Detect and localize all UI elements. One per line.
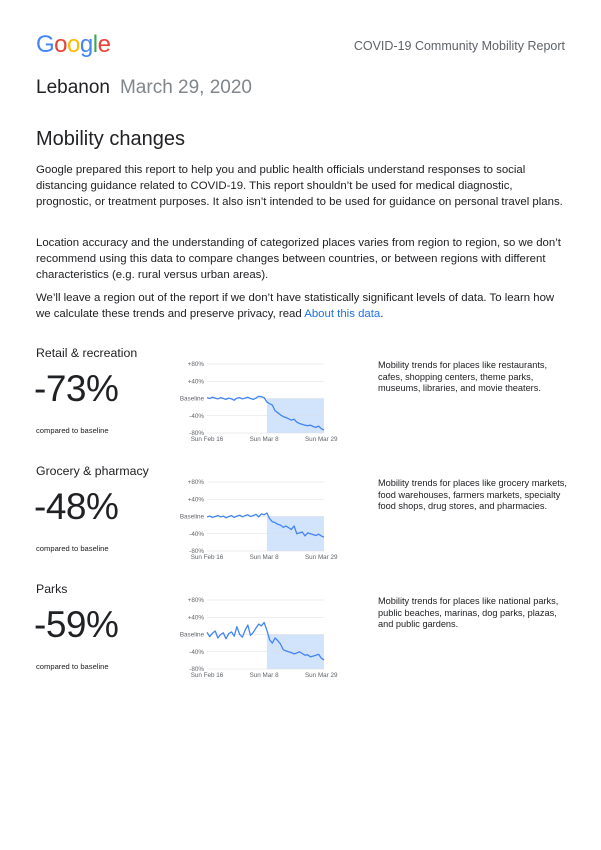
y-tick-label: -80% bbox=[189, 548, 204, 555]
logo-letter: e bbox=[97, 31, 111, 58]
y-tick-label: -80% bbox=[189, 666, 204, 673]
category-grocery bbox=[0, 464, 601, 582]
accuracy-paragraph: Location accuracy and the understanding of categorized places varies from region to region, so we don’t recommend using this data to compare changes between countries, or between regions with different characteristics (e.g. rural versus urban areas). bbox=[36, 237, 561, 281]
y-tick-label: -80% bbox=[189, 430, 204, 437]
section-title: Mobility changes bbox=[36, 128, 185, 150]
country-name: Lebanon bbox=[36, 77, 110, 98]
google-logo bbox=[36, 31, 110, 59]
y-tick-label: -40% bbox=[189, 412, 204, 420]
x-tick-label: Sun Mar 8 bbox=[249, 554, 279, 561]
x-tick-label: Sun Mar 29 bbox=[304, 554, 338, 561]
report-title: COVID-19 Community Mobility Report bbox=[353, 39, 565, 53]
y-tick-label: Baseline bbox=[179, 395, 204, 403]
compared-label: compared to baseline bbox=[36, 544, 109, 553]
logo-letter: o bbox=[67, 31, 80, 58]
compared-label: compared to baseline bbox=[36, 662, 109, 671]
percent-change: -73% bbox=[34, 368, 119, 409]
y-tick-label: +80% bbox=[187, 479, 204, 486]
category-title: Parks bbox=[36, 582, 68, 596]
about-this-data-link[interactable]: About this data bbox=[304, 308, 381, 320]
percent-change: -48% bbox=[34, 486, 119, 527]
category-description: Mobility trends for places like grocery markets, food warehouses, farmers markets, specialty food shops, drug stores, and pharmacies. bbox=[378, 478, 567, 511]
report-date: March 29, 2020 bbox=[119, 77, 252, 98]
x-tick-label: Sun Feb 16 bbox=[190, 554, 224, 561]
x-tick-label: Sun Mar 8 bbox=[249, 436, 279, 443]
mobility-chart bbox=[165, 472, 350, 572]
category-description: Mobility trends for places like national parks, public beaches, marinas, dog parks, plazas, and public gardens. bbox=[378, 596, 559, 629]
y-tick-label: +40% bbox=[187, 614, 204, 622]
place-heading bbox=[36, 77, 252, 99]
y-tick-label: +40% bbox=[187, 496, 204, 504]
x-tick-label: Sun Mar 29 bbox=[304, 672, 338, 679]
logo-letter: l bbox=[92, 31, 98, 58]
y-tick-label: -40% bbox=[189, 530, 204, 538]
category-title: Grocery & pharmacy bbox=[36, 464, 149, 478]
privacy-text: We’ll leave a region out of the report if we don’t have statistically significant levels of data. To learn how we calculate these trends and preserve privacy, read bbox=[36, 292, 555, 320]
mobility-chart bbox=[165, 354, 350, 454]
y-tick-label: +40% bbox=[187, 378, 204, 386]
mobility-chart bbox=[165, 590, 350, 690]
y-tick-label: Baseline bbox=[179, 513, 204, 521]
category-retail bbox=[0, 346, 601, 464]
privacy-text-end: . bbox=[380, 308, 384, 320]
logo-letter: o bbox=[54, 31, 68, 58]
y-tick-label: +80% bbox=[187, 361, 204, 368]
privacy-paragraph bbox=[36, 290, 566, 322]
x-tick-label: Sun Mar 29 bbox=[304, 436, 338, 443]
y-tick-label: +80% bbox=[187, 597, 204, 604]
category-parks bbox=[0, 582, 601, 700]
x-tick-label: Sun Feb 16 bbox=[190, 672, 224, 679]
intro-paragraph: Google prepared this report to help you and public health officials understand responses to social distancing guidance related to COVID-19. This report shouldn’t be used for medical diagnostic, prognostic, or treatment purposes. It also isn’t intended to be used for guidance on personal travel plans. bbox=[36, 164, 563, 208]
y-tick-label: -40% bbox=[189, 648, 204, 656]
y-tick-label: Baseline bbox=[179, 631, 204, 639]
logo-letter: g bbox=[79, 31, 93, 58]
x-tick-label: Sun Feb 16 bbox=[190, 436, 224, 443]
category-description: Mobility trends for places like restaurants, cafes, shopping centers, theme parks, museums, libraries, and movie theaters. bbox=[378, 360, 548, 393]
compared-label: compared to baseline bbox=[36, 426, 109, 435]
x-tick-label: Sun Mar 8 bbox=[249, 672, 279, 679]
logo-letter: G bbox=[36, 31, 55, 58]
percent-change: -59% bbox=[34, 604, 119, 645]
category-title: Retail & recreation bbox=[36, 346, 138, 360]
